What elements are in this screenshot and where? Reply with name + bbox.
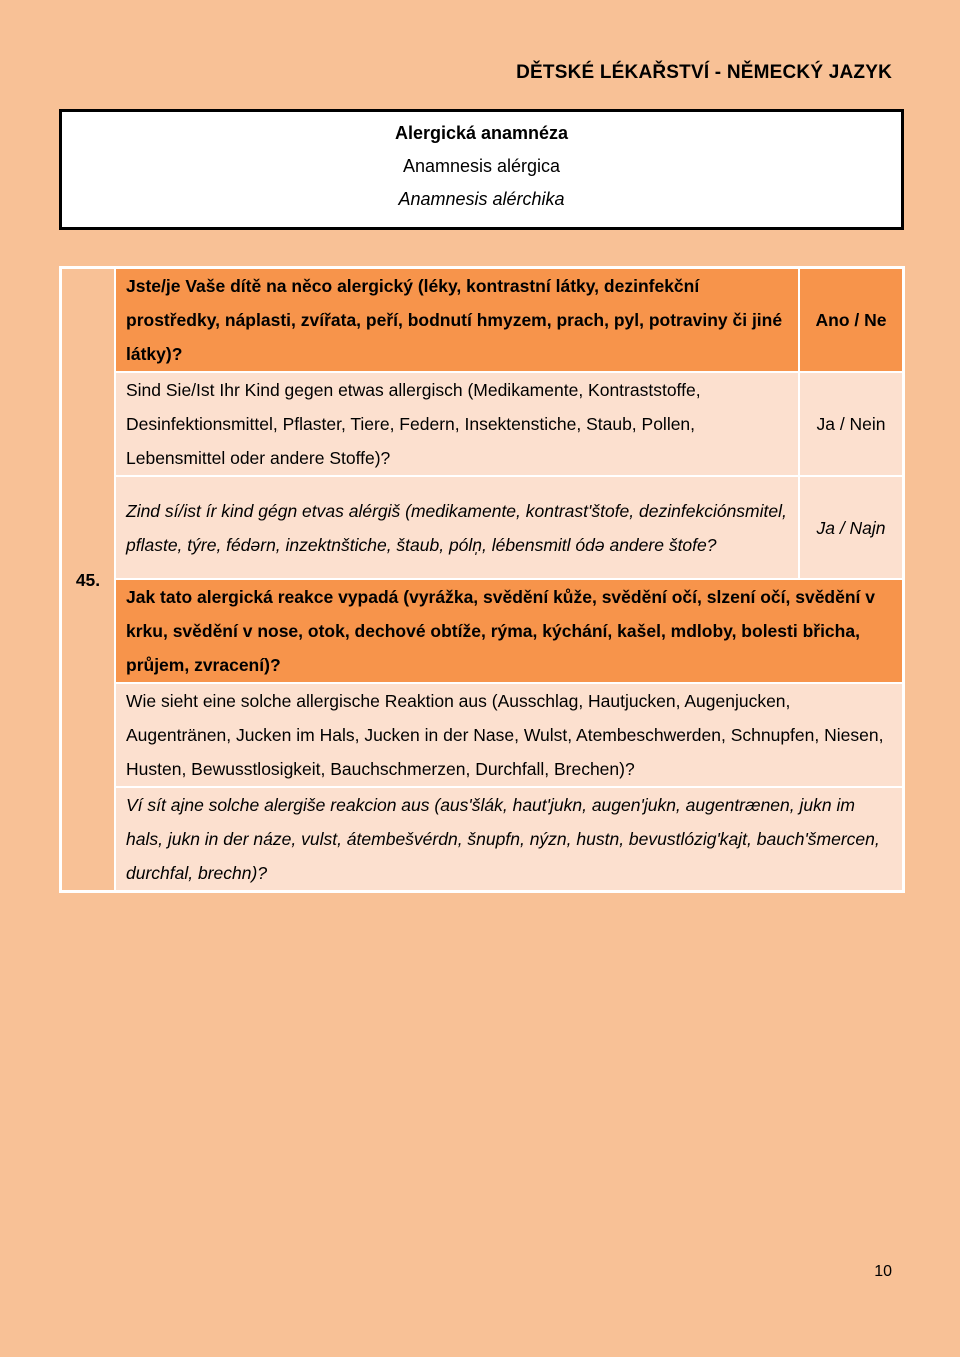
answer-1-phonetic: Ja / Najn <box>799 476 904 579</box>
section-title-box <box>59 109 904 230</box>
section-title-czech: Alergická anamnéza <box>394 123 569 143</box>
question-2-czech: Jak tato alergická reakce vypadá (vyrážka, svědění kůže, svědění očí, slzení očí, svědění v krku, svědění v nose, otok, dechové obtíže, rýma, kýchání, kašel, mdloby, bolesti břicha, průjem, zvracení)? <box>115 579 904 683</box>
section-title-phonetic: Anamnesis alérchika <box>398 189 565 209</box>
question-1-german: Sind Sie/Ist Ihr Kind gegen etwas allergisch (Medikamente, Kontraststoffe, Desinfektionsmittel, Pflaster, Tiere, Federn, Insektenstiche, Staub, Pollen, Lebensmittel oder andere Stoffe)? <box>115 372 799 476</box>
question-1-phonetic: Zind sí/ist ír kind gégn etvas alérgiš (medikamente, kontrast'štofe, dezinfekciónsmitel, pflaste, týre, fédərn, inzektnštiche, štaub, póln̩, lébensmitl ódə andere štofe? <box>115 476 799 579</box>
section-title-spanish: Anamnesis alérgica <box>402 156 561 176</box>
document-header: DĚTSKÉ LÉKAŘSTVÍ - NĚMECKÝ JAZYK <box>516 62 892 83</box>
answer-1-czech: Ano / Ne <box>799 268 904 373</box>
page-number: 10 <box>874 1263 892 1280</box>
answer-1-german: Ja / Nein <box>799 372 904 476</box>
item-number: 45. <box>61 268 116 892</box>
question-2-german: Wie sieht eine solche allergische Reaktion aus (Ausschlag, Hautjucken, Augenjucken, Augentränen, Jucken im Hals, Jucken in der Nase, Wulst, Atembeschwerden, Schnupfen, Niesen, Husten, Bewusstlosigkeit, Bauchschmerzen, Durchfall, Brechen)? <box>115 683 904 787</box>
question-1-czech: Jste/je Vaše dítě na něco alergický (léky, kontrastní látky, dezinfekční prostředky, náplasti, zvířata, peří, bodnutí hmyzem, prach, pyl, potraviny či jiné látky)? <box>115 268 799 373</box>
question-2-phonetic: Ví sít ajne solche alergiše reakcion aus (aus'šlák, haut'jukn, augen'jukn, augentrænen, jukn im hals, jukn in der náze, vulst, átembešvérdn, šnupfn, nýzn, hustn, bevustlózig'kajt, bauch'šmercen, durchfal, brechn)? <box>115 787 904 892</box>
question-table <box>59 266 905 893</box>
